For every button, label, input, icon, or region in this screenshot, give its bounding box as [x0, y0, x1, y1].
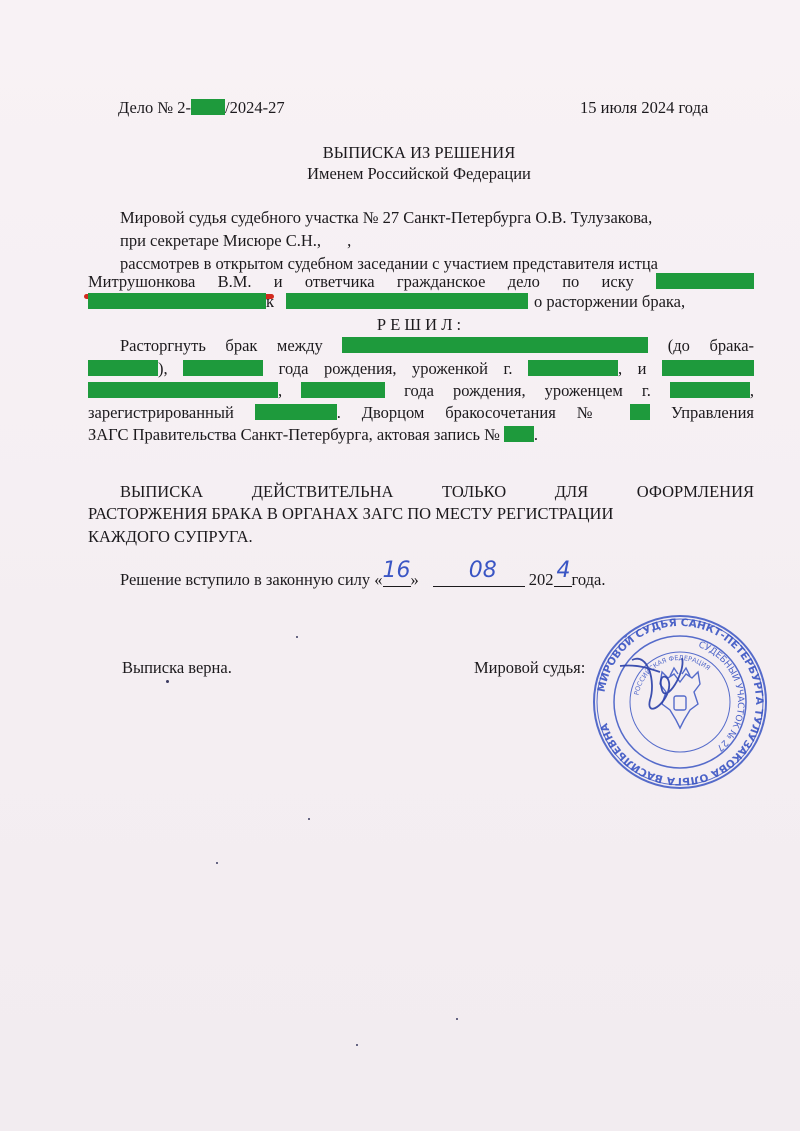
effective-day: 16 [382, 558, 411, 583]
hearing-line: рассмотрев в открытом судебном заседании с участием представителя истца [120, 254, 659, 273]
notice-line-1: ВЫПИСКА ДЕЙСТВИТЕЛЬНА ТОЛЬКО ДЛЯ ОФОРМЛЕНИЯ [120, 482, 754, 501]
divorce-line-2 [88, 359, 754, 379]
judge-line: Мировой судья судебного участка № 27 Санкт-Петербурга О.В. Тулузакова, [120, 208, 653, 227]
case-number [118, 98, 285, 118]
claim-subject: о расторжении брака, [534, 292, 686, 311]
redaction [191, 99, 225, 115]
punct: , и [618, 359, 647, 378]
redaction [88, 382, 278, 398]
birth-text: года рождения, уроженкой г. [278, 359, 513, 378]
stamp-center-text: РОССИЙСКАЯ ФЕДЕРАЦИЯ [632, 653, 712, 696]
redaction [630, 404, 650, 420]
record-text: ЗАГС Правительства Санкт-Петербурга, актовая запись № [88, 425, 500, 444]
scan-speck [308, 818, 310, 820]
redaction [255, 404, 337, 420]
scan-speck [216, 862, 218, 864]
punct: . [533, 425, 538, 444]
notice-line-3: КАЖДОГО СУПРУГА. [88, 527, 253, 546]
punct: , [278, 381, 283, 400]
claim-k: к [266, 292, 275, 311]
redaction [662, 360, 754, 376]
redaction [88, 360, 158, 376]
redaction [670, 382, 750, 398]
redaction [342, 337, 648, 353]
divorce-line-3 [88, 381, 754, 401]
resolved-heading: Р Е Ш И Л : [376, 315, 462, 334]
secretary-text: при секретаре Мисюре С.Н., [120, 231, 322, 250]
judge-signature-label: Мировой судья: [474, 658, 586, 677]
divorce-line-5 [88, 425, 538, 445]
scan-speck [296, 636, 298, 638]
representative-name: Митрушонкова В.М. [88, 272, 252, 291]
punct: ), [158, 359, 168, 378]
document-title: ВЫПИСКА ИЗ РЕШЕНИЯ [322, 143, 516, 162]
redaction [656, 273, 754, 289]
redaction [88, 293, 266, 309]
effective-month-field [433, 558, 525, 587]
effective-line [120, 558, 606, 590]
effective-month: 08 [468, 558, 497, 583]
extract-verified: Выписка верна. [122, 658, 232, 677]
claim-line [88, 292, 685, 312]
redaction [528, 360, 618, 376]
scan-speck [356, 1044, 358, 1046]
effective-year-digit: 4 [556, 558, 571, 583]
effective-year-prefix: 202 [528, 570, 554, 589]
redaction [504, 426, 534, 442]
divorce-text: Расторгнуть брак между [120, 336, 323, 355]
palace-text: . Дворцом бракосочетания № [336, 403, 610, 422]
office-text: Управления [670, 403, 754, 422]
divorce-line-4 [88, 403, 754, 423]
court-stamp [590, 612, 770, 792]
document-subtitle: Именем Российской Федерации [307, 164, 531, 183]
secretary-comma: , [347, 231, 352, 250]
birth-text: года рождения, уроженцем г. [404, 381, 651, 400]
notice-line-2: РАСТОРЖЕНИЯ БРАКА В ОРГАНАХ ЗАГС ПО МЕСТУ РЕГИСТРАЦИИ [88, 504, 614, 523]
redaction [183, 360, 263, 376]
redaction [301, 382, 385, 398]
effective-suffix: года. [571, 570, 606, 589]
divorce-line-1 [120, 336, 754, 356]
punct: , [749, 381, 755, 400]
case-number-prefix: Дело № 2- [118, 98, 192, 117]
close-quote: » [410, 570, 419, 589]
registered-text: зарегистрированный [88, 403, 234, 422]
maiden-name-text: (до брака- [667, 336, 755, 355]
effective-day-field [382, 558, 411, 587]
case-number-suffix: /2024-27 [225, 98, 285, 117]
effective-text: Решение вступило в законную силу « [120, 570, 383, 589]
scan-speck [166, 680, 169, 683]
secretary-line [120, 231, 351, 251]
redaction [286, 293, 528, 309]
effective-year-field [554, 558, 572, 587]
document-date: 15 июля 2024 года [580, 98, 709, 117]
stamp-outer-text: МИРОВОЙ СУДЬЯ САНКТ-ПЕТЕРБУРГА ТУЛУЗАКОВА ОЛЬГА ВАСИЛЬЕВНА [595, 616, 766, 788]
parties-line [88, 272, 754, 292]
stamp-inner-text: СУДЕБНЫЙ УЧАСТОК № 27 [696, 640, 746, 753]
scan-speck [456, 1018, 458, 1020]
parties-text: и ответчика гражданское дело по иску [273, 272, 634, 291]
